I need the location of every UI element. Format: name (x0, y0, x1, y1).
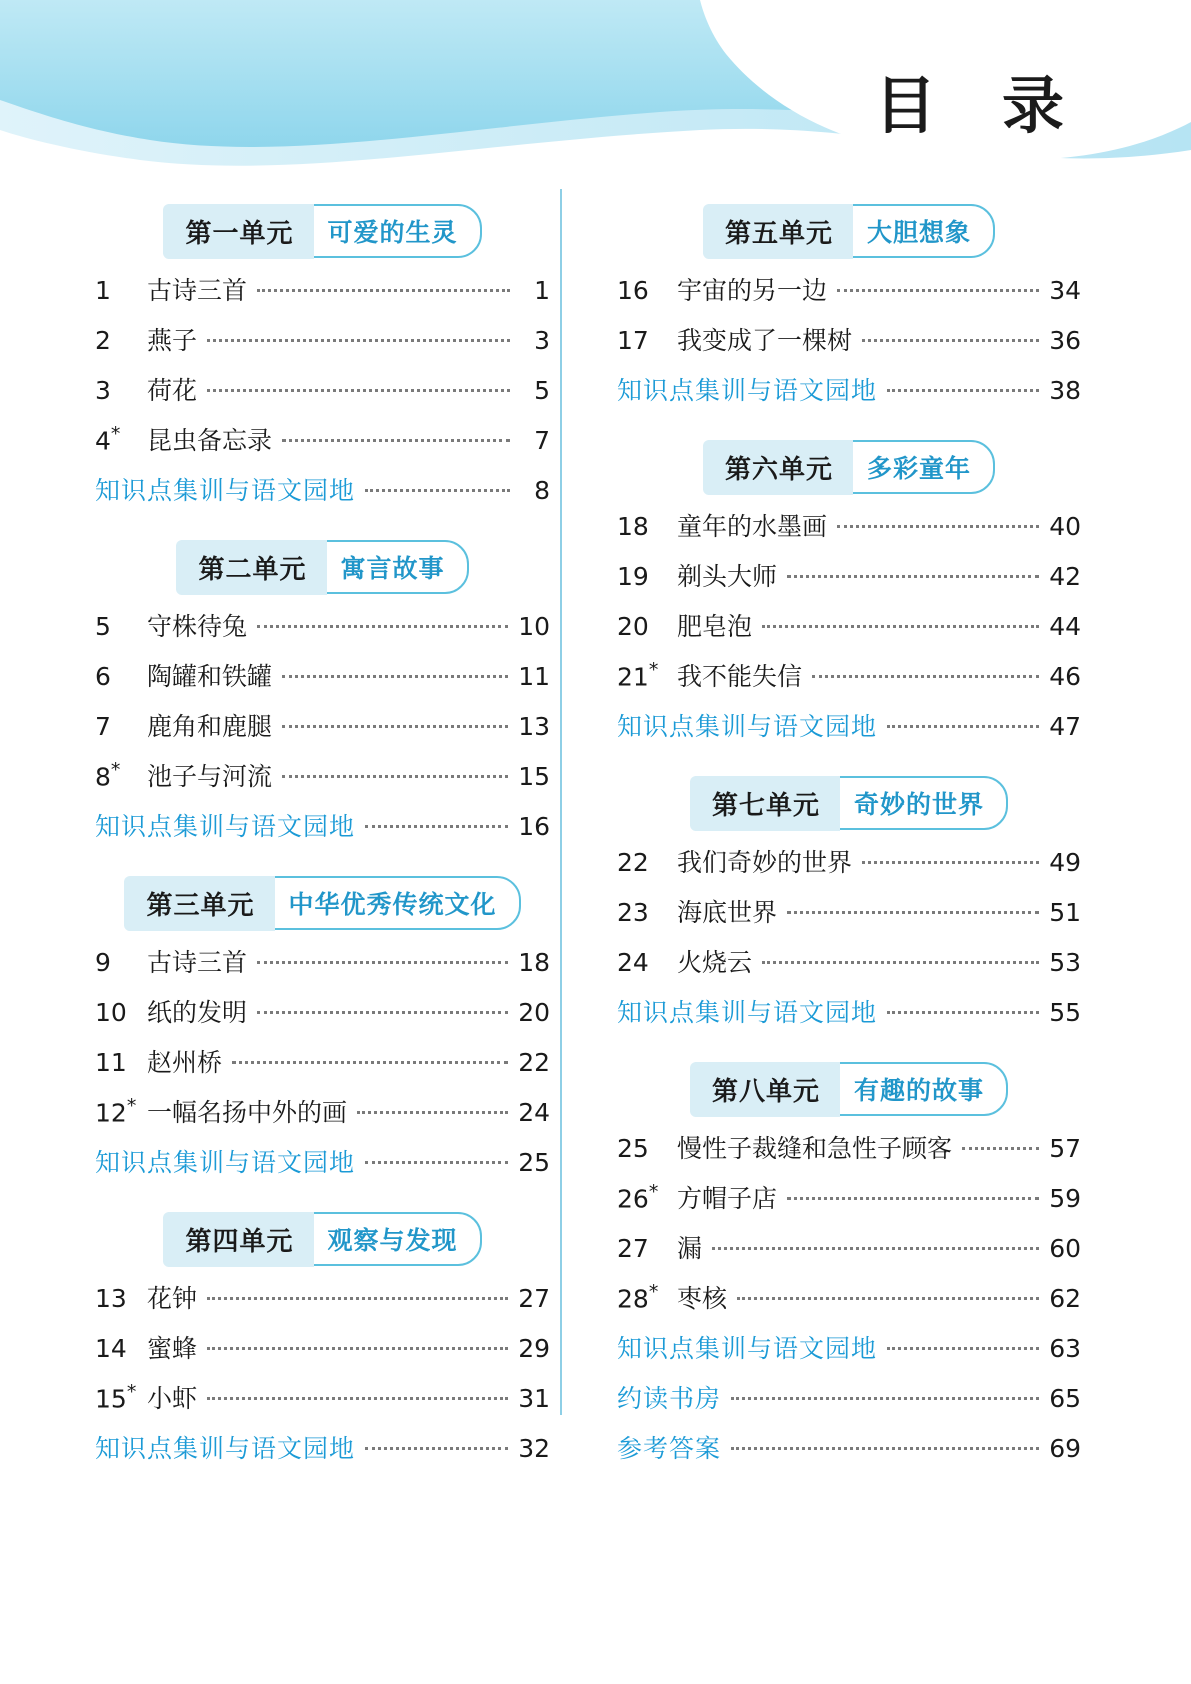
entry-title: 方帽子店 (677, 1184, 778, 1213)
unit-header (95, 541, 550, 593)
toc-entry[interactable] (95, 757, 550, 807)
toc-entry[interactable] (95, 943, 550, 993)
toc-entry[interactable] (95, 657, 550, 707)
leader-dots (812, 675, 1039, 678)
toc-entry[interactable] (617, 271, 1081, 321)
entry-number: 13 (95, 1284, 127, 1313)
entry-page: 20 (518, 998, 550, 1027)
unit-name: 第四单元 (163, 1212, 313, 1267)
leader-dots (887, 725, 1039, 728)
unit-theme: 寓言故事 (309, 540, 469, 594)
entry-title: 枣核 (677, 1284, 728, 1313)
leader-dots (207, 339, 510, 342)
leader-dots (837, 289, 1039, 292)
toc-entry[interactable] (617, 1179, 1081, 1229)
entry-title: 知识点集训与语文园地 (95, 1434, 356, 1463)
entry-title: 童年的水墨画 (677, 512, 828, 541)
entry-page: 13 (518, 712, 550, 741)
entry-title: 纸的发明 (147, 998, 248, 1027)
entry-page: 62 (1049, 1284, 1081, 1313)
leader-dots (887, 389, 1039, 392)
toc-entry[interactable] (95, 1379, 550, 1429)
leader-dots (257, 1011, 508, 1014)
leader-dots (257, 625, 508, 628)
entry-number: 10 (95, 998, 127, 1027)
entry-title: 肥皂泡 (677, 612, 753, 641)
starred-marker: * (648, 1280, 659, 1303)
toc-entry[interactable] (617, 1279, 1081, 1329)
unit-name: 第二单元 (176, 540, 326, 595)
leader-dots (207, 1397, 508, 1400)
toc-entry[interactable] (617, 893, 1081, 943)
leader-dots (365, 489, 510, 492)
unit-header (617, 777, 1081, 829)
entry-title: 知识点集训与语文园地 (95, 812, 356, 841)
leader-dots (365, 1161, 508, 1164)
entry-number: 5 (95, 612, 111, 641)
toc-entry[interactable] (617, 943, 1081, 993)
entry-page: 55 (1049, 998, 1081, 1027)
entry-title: 知识点集训与语文园地 (617, 998, 878, 1027)
entry-number: 24 (617, 948, 649, 977)
entry-number: 8* (95, 758, 121, 791)
entry-title: 火烧云 (677, 948, 753, 977)
toc-entry-supplement[interactable] (95, 471, 550, 521)
toc-entry[interactable] (95, 321, 550, 371)
entry-title: 小虾 (147, 1384, 198, 1413)
toc-entry[interactable] (95, 1043, 550, 1093)
entry-title: 约读书房 (617, 1384, 722, 1413)
entry-page: 5 (534, 376, 550, 405)
unit-theme: 奇妙的世界 (822, 776, 1008, 830)
entry-number: 23 (617, 898, 649, 927)
entry-number: 28* (617, 1280, 659, 1313)
unit-name: 第一单元 (163, 204, 313, 259)
starred-marker: * (110, 422, 121, 445)
leader-dots (737, 1297, 1039, 1300)
toc-entry[interactable] (95, 421, 550, 471)
leader-dots (282, 775, 508, 778)
page-header (0, 0, 1191, 180)
toc-entry-supplement[interactable] (95, 1143, 550, 1193)
entry-page: 40 (1049, 512, 1081, 541)
entry-title: 古诗三首 (147, 276, 248, 305)
leader-dots (207, 389, 510, 392)
entry-title: 一幅名扬中外的画 (147, 1098, 348, 1127)
entry-page: 10 (518, 612, 550, 641)
entry-page: 24 (518, 1098, 550, 1127)
unit-header (95, 1213, 550, 1265)
entry-page: 69 (1049, 1434, 1081, 1463)
toc-entry[interactable] (95, 1279, 550, 1329)
entry-title: 赵州桥 (147, 1048, 223, 1077)
entry-page: 7 (534, 426, 550, 455)
toc-entry[interactable] (617, 507, 1081, 557)
toc-entry[interactable] (617, 843, 1081, 893)
leader-dots (712, 1247, 1039, 1250)
leader-dots (787, 911, 1039, 914)
leader-dots (787, 575, 1039, 578)
starred-marker: * (110, 758, 121, 781)
entry-page: 49 (1049, 848, 1081, 877)
entry-title: 剃头大师 (677, 562, 778, 591)
entry-number: 16 (617, 276, 649, 305)
leader-dots (357, 1111, 508, 1114)
leader-dots (762, 625, 1039, 628)
leader-dots (731, 1447, 1039, 1450)
toc-entry[interactable] (95, 371, 550, 421)
entry-page: 27 (518, 1284, 550, 1313)
toc-entry[interactable] (617, 557, 1081, 607)
entry-title: 知识点集训与语文园地 (617, 712, 878, 741)
entry-title: 我变成了一棵树 (677, 326, 853, 355)
entry-page: 57 (1049, 1134, 1081, 1163)
entry-page: 44 (1049, 612, 1081, 641)
entry-number: 27 (617, 1234, 649, 1263)
unit-theme: 有趣的故事 (822, 1062, 1008, 1116)
entry-page: 22 (518, 1048, 550, 1077)
leader-dots (862, 861, 1039, 864)
leader-dots (365, 1447, 508, 1450)
toc-entry-supplement[interactable] (95, 807, 550, 857)
entry-page: 1 (534, 276, 550, 305)
entry-page: 11 (518, 662, 550, 691)
entry-number: 18 (617, 512, 649, 541)
entry-number: 19 (617, 562, 649, 591)
unit-header (617, 205, 1081, 257)
leader-dots (887, 1347, 1039, 1350)
toc-entry-supplement[interactable] (617, 1379, 1081, 1429)
toc-entry[interactable] (95, 993, 550, 1043)
entry-title: 参考答案 (617, 1434, 722, 1463)
entry-number: 7 (95, 712, 111, 741)
starred-marker: * (126, 1094, 137, 1117)
starred-marker: * (648, 658, 659, 681)
entry-title: 海底世界 (677, 898, 778, 927)
entry-page: 15 (518, 762, 550, 791)
entry-number: 17 (617, 326, 649, 355)
entry-page: 46 (1049, 662, 1081, 691)
leader-dots (365, 825, 508, 828)
entry-title: 荷花 (147, 376, 198, 405)
entry-title: 花钟 (147, 1284, 198, 1313)
unit-name: 第三单元 (124, 876, 274, 931)
entry-number: 9 (95, 948, 111, 977)
entry-number: 4* (95, 422, 121, 455)
unit-header (617, 441, 1081, 493)
leader-dots (282, 439, 510, 442)
leader-dots (787, 1197, 1039, 1200)
toc-entry-supplement[interactable] (617, 993, 1081, 1043)
entry-number: 2 (95, 326, 111, 355)
entry-title: 知识点集训与语文园地 (617, 1334, 878, 1363)
leader-dots (207, 1347, 508, 1350)
entry-page: 16 (518, 812, 550, 841)
unit-name: 第八单元 (690, 1062, 840, 1117)
entry-number: 25 (617, 1134, 649, 1163)
toc-entry-supplement[interactable] (617, 1429, 1081, 1479)
entry-page: 36 (1049, 326, 1081, 355)
entry-page: 47 (1049, 712, 1081, 741)
unit-theme: 多彩童年 (835, 440, 995, 494)
entry-title: 慢性子裁缝和急性子顾客 (677, 1134, 953, 1163)
entry-page: 3 (534, 326, 550, 355)
unit-name: 第五单元 (703, 204, 853, 259)
unit-header (95, 205, 550, 257)
unit-theme: 可爱的生灵 (296, 204, 482, 258)
entry-page: 18 (518, 948, 550, 977)
entry-number: 22 (617, 848, 649, 877)
entry-number: 21* (617, 658, 659, 691)
entry-title: 知识点集训与语文园地 (617, 376, 878, 405)
toc-entry[interactable] (617, 1129, 1081, 1179)
entry-title: 昆虫备忘录 (147, 426, 273, 455)
leader-dots (282, 675, 508, 678)
toc-right-column (562, 185, 1191, 1485)
toc-entry[interactable] (617, 657, 1081, 707)
entry-title: 我不能失信 (677, 662, 803, 691)
entry-page: 38 (1049, 376, 1081, 405)
toc-entry[interactable] (95, 1093, 550, 1143)
leader-dots (282, 725, 508, 728)
entry-title: 知识点集训与语文园地 (95, 476, 356, 505)
leader-dots (837, 525, 1039, 528)
toc-left-column (0, 185, 560, 1485)
entry-number: 20 (617, 612, 649, 641)
entry-number: 1 (95, 276, 111, 305)
toc-entry[interactable] (617, 321, 1081, 371)
toc-entry-supplement[interactable] (617, 371, 1081, 421)
entry-page: 31 (518, 1384, 550, 1413)
toc-entry-supplement[interactable] (95, 1429, 550, 1479)
toc-entry[interactable] (95, 607, 550, 657)
page-title: 目 录 (874, 69, 1086, 142)
unit-name: 第七单元 (690, 776, 840, 831)
leader-dots (731, 1397, 1039, 1400)
leader-dots (207, 1297, 508, 1300)
leader-dots (257, 961, 508, 964)
starred-marker: * (648, 1180, 659, 1203)
toc-entry[interactable] (617, 607, 1081, 657)
unit-theme: 大胆想象 (835, 204, 995, 258)
entry-page: 60 (1049, 1234, 1081, 1263)
entry-title: 漏 (677, 1234, 703, 1263)
entry-number: 3 (95, 376, 111, 405)
entry-title: 我们奇妙的世界 (677, 848, 853, 877)
entry-page: 25 (518, 1148, 550, 1177)
toc-entry[interactable] (95, 1329, 550, 1379)
leader-dots (232, 1061, 508, 1064)
table-of-contents (0, 185, 1191, 1485)
entry-number: 26* (617, 1180, 659, 1213)
toc-entry-supplement[interactable] (617, 1329, 1081, 1379)
entry-page: 51 (1049, 898, 1081, 927)
entry-number: 15* (95, 1380, 137, 1413)
entry-number: 11 (95, 1048, 127, 1077)
entry-number: 14 (95, 1334, 127, 1363)
entry-page: 42 (1049, 562, 1081, 591)
unit-name: 第六单元 (703, 440, 853, 495)
entry-page: 59 (1049, 1184, 1081, 1213)
unit-header (95, 877, 550, 929)
entry-page: 63 (1049, 1334, 1081, 1363)
entry-title: 鹿角和鹿腿 (147, 712, 273, 741)
entry-page: 34 (1049, 276, 1081, 305)
unit-theme: 观察与发现 (296, 1212, 482, 1266)
unit-theme: 中华优秀传统文化 (257, 876, 521, 930)
entry-title: 知识点集训与语文园地 (95, 1148, 356, 1177)
toc-entry[interactable] (95, 271, 550, 321)
entry-title: 蜜蜂 (147, 1334, 198, 1363)
entry-page: 8 (534, 476, 550, 505)
entry-title: 宇宙的另一边 (677, 276, 828, 305)
entry-number: 6 (95, 662, 111, 691)
leader-dots (887, 1011, 1039, 1014)
entry-title: 古诗三首 (147, 948, 248, 977)
entry-title: 燕子 (147, 326, 198, 355)
leader-dots (762, 961, 1039, 964)
entry-page: 65 (1049, 1384, 1081, 1413)
entry-title: 池子与河流 (147, 762, 273, 791)
toc-entry[interactable] (95, 707, 550, 757)
entry-number: 12* (95, 1094, 137, 1127)
entry-page: 29 (518, 1334, 550, 1363)
entry-page: 32 (518, 1434, 550, 1463)
entry-title: 守株待兔 (147, 612, 248, 641)
leader-dots (862, 339, 1039, 342)
entry-page: 53 (1049, 948, 1081, 977)
leader-dots (962, 1147, 1039, 1150)
entry-title: 陶罐和铁罐 (147, 662, 273, 691)
leader-dots (257, 289, 510, 292)
unit-header (617, 1063, 1081, 1115)
toc-entry[interactable] (617, 1229, 1081, 1279)
starred-marker: * (126, 1380, 137, 1403)
toc-entry-supplement[interactable] (617, 707, 1081, 757)
